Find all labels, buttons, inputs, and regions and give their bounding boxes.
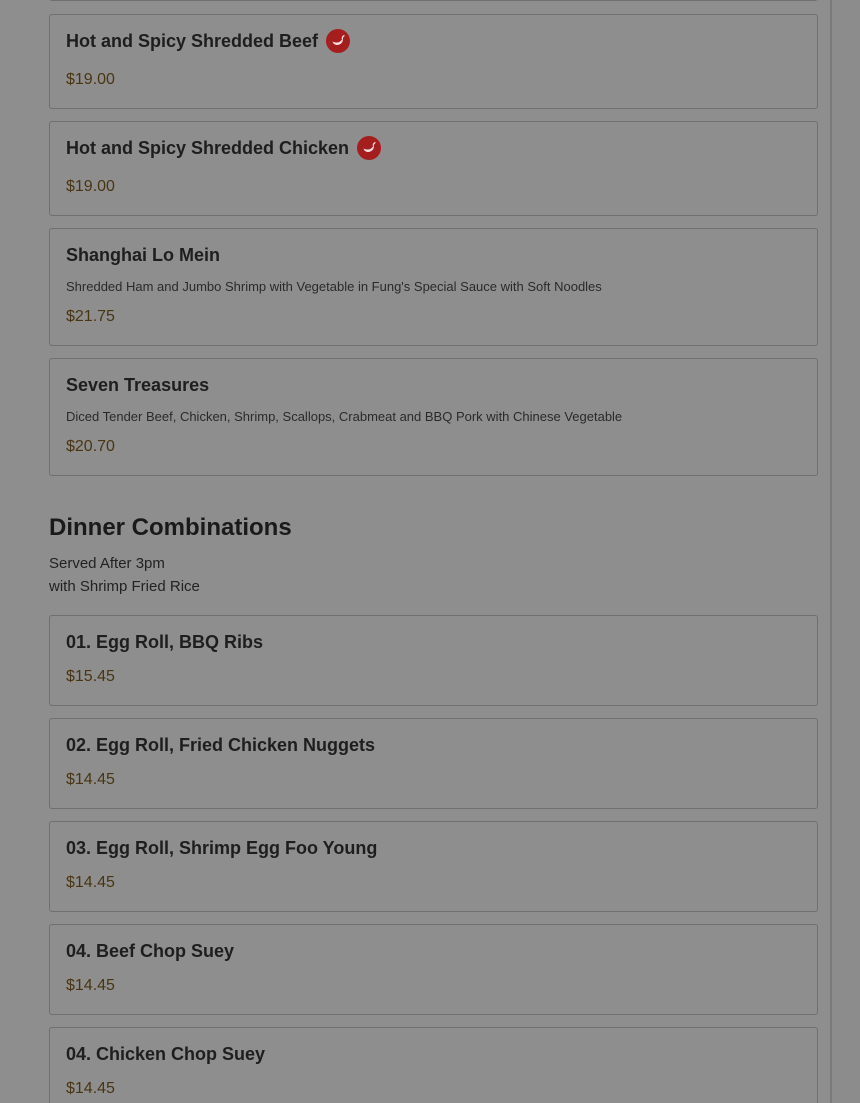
- menu-item-name: Hot and Spicy Shredded Beef: [66, 30, 319, 51]
- chili-pepper-icon: [357, 136, 381, 160]
- menu-item-title: [66, 136, 381, 160]
- menu-item-name: Hot and Spicy Shredded Chicken: [66, 137, 350, 158]
- menu-item-name: 04. Beef Chop Suey: [66, 941, 235, 961]
- section-note: Served After 3pm: [49, 555, 165, 572]
- menu-item-name: Seven Treasures: [66, 375, 210, 395]
- menu-item-name: Shanghai Lo Mein: [66, 245, 221, 265]
- menu-item-card-partial[interactable]: [49, 0, 818, 1]
- menu-item-card[interactable]: [49, 615, 818, 706]
- menu-item-description: Shredded Ham and Jumbo Shrimp with Vegetable in Fung's Special Sauce with Soft Noodles: [66, 279, 602, 294]
- section-title: Dinner Combinations: [49, 514, 292, 541]
- menu-item-card[interactable]: [49, 924, 818, 1015]
- menu-item-card[interactable]: [49, 14, 818, 109]
- menu-item-price: $19.00: [66, 178, 115, 195]
- menu-item-price: $15.45: [66, 668, 115, 685]
- menu-item-card[interactable]: [49, 358, 818, 476]
- menu-item-price: $14.45: [66, 874, 115, 891]
- menu-item-card[interactable]: [49, 718, 818, 809]
- menu-item-card[interactable]: [49, 821, 818, 912]
- menu-item-price: $14.45: [66, 1080, 115, 1097]
- menu-item-price: $21.75: [66, 308, 115, 325]
- menu-item-name: 04. Chicken Chop Suey: [66, 1044, 266, 1064]
- menu-item-card[interactable]: [49, 121, 818, 216]
- menu-item-name: 03. Egg Roll, Shrimp Egg Foo Young: [66, 838, 378, 858]
- menu-item-price: $20.70: [66, 438, 115, 455]
- menu-item-price: $19.00: [66, 71, 115, 88]
- menu-item-card[interactable]: [49, 228, 818, 346]
- menu-item-description: Diced Tender Beef, Chicken, Shrimp, Scallops, Crabmeat and BBQ Pork with Chinese Vegetable: [66, 409, 623, 424]
- chili-pepper-icon: [326, 29, 350, 53]
- menu-item-price: $14.45: [66, 977, 115, 994]
- menu-item-card[interactable]: [49, 1027, 818, 1103]
- menu-item-title: [66, 29, 350, 53]
- menu-item-name: 02. Egg Roll, Fried Chicken Nuggets: [66, 735, 376, 755]
- menu-item-name: 01. Egg Roll, BBQ Ribs: [66, 632, 264, 652]
- section-note: with Shrimp Fried Rice: [49, 578, 200, 595]
- side-backdrop[interactable]: [832, 0, 860, 1103]
- menu-item-price: $14.45: [66, 771, 115, 788]
